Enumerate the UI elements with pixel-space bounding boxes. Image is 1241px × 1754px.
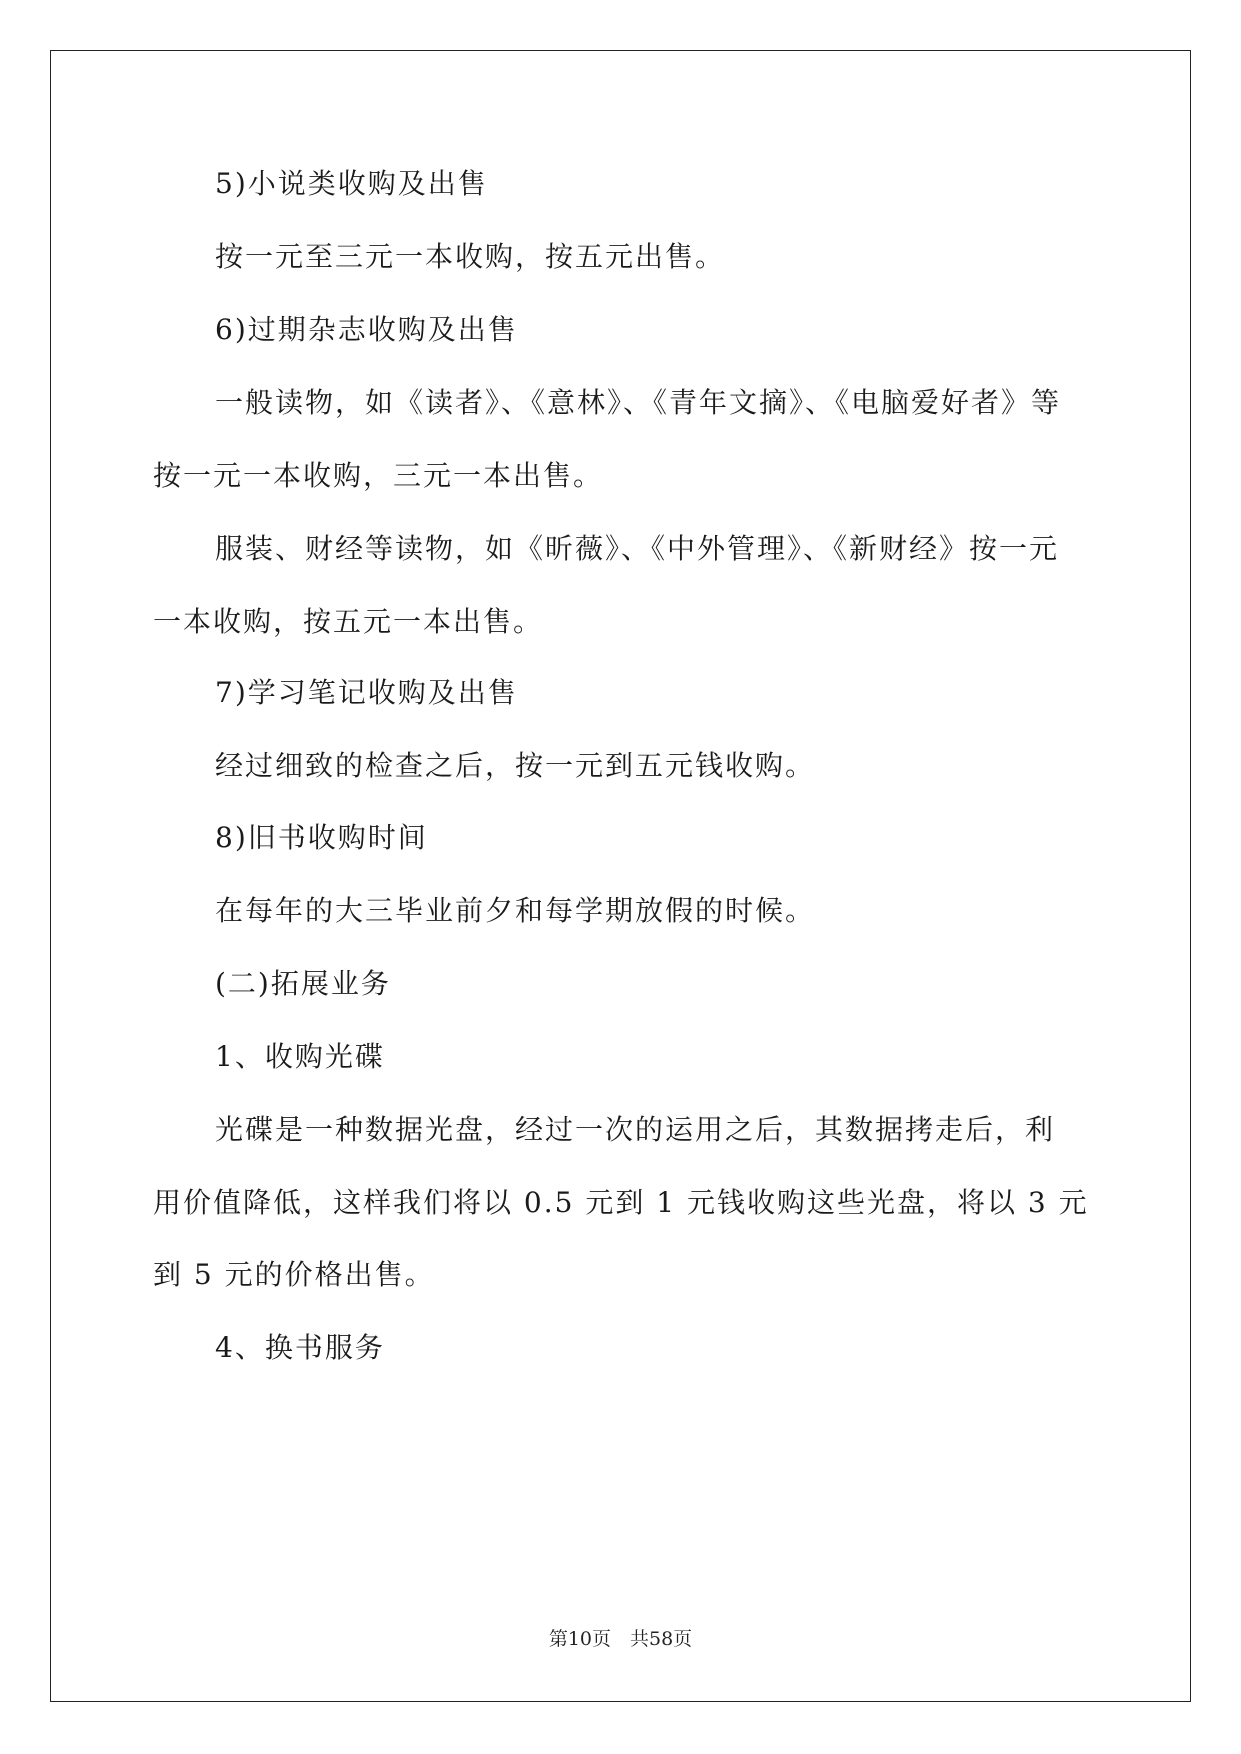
paragraph-line: 经过细致的检查之后，按一元到五元钱收购。 [215,749,816,782]
heading-6: 6)过期杂志收购及出售 [215,313,518,346]
paragraph-line: 服装、财经等读物，如《昕薇》、《中外管理》、《新财经》按一元 [215,532,1060,565]
paragraph-line: 一本收购，按五元一本出售。 [153,605,544,638]
paragraph-line: 用价值降低，这样我们将以 0.5 元到 1 元钱收购这些光盘，将以 3 元 [153,1186,1089,1219]
heading-5: 5)小说类收购及出售 [215,167,488,200]
subsection-heading: 1、收购光碟 [215,1040,385,1073]
subsection-heading: 4、换书服务 [215,1331,385,1364]
paragraph-line: 到 5 元的价格出售。 [153,1258,435,1291]
heading-7: 7)学习笔记收购及出售 [215,676,518,709]
paragraph-line: 按一元至三元一本收购，按五元出售。 [215,240,726,273]
heading-8: 8)旧书收购时间 [215,821,428,854]
page-border [50,50,1191,1702]
section-heading: (二)拓展业务 [215,967,391,1000]
paragraph-line: 光碟是一种数据光盘，经过一次的运用之后，其数据拷走后，利 [215,1113,1056,1146]
page-number-footer: 第10页 共58页 [548,1628,693,1650]
paragraph-line: 一般读物，如《读者》、《意林》、《青年文摘》、《电脑爱好者》等 [215,386,1062,419]
paragraph-line: 在每年的大三毕业前夕和每学期放假的时候。 [215,894,816,927]
paragraph-line: 按一元一本收购，三元一本出售。 [153,459,604,492]
